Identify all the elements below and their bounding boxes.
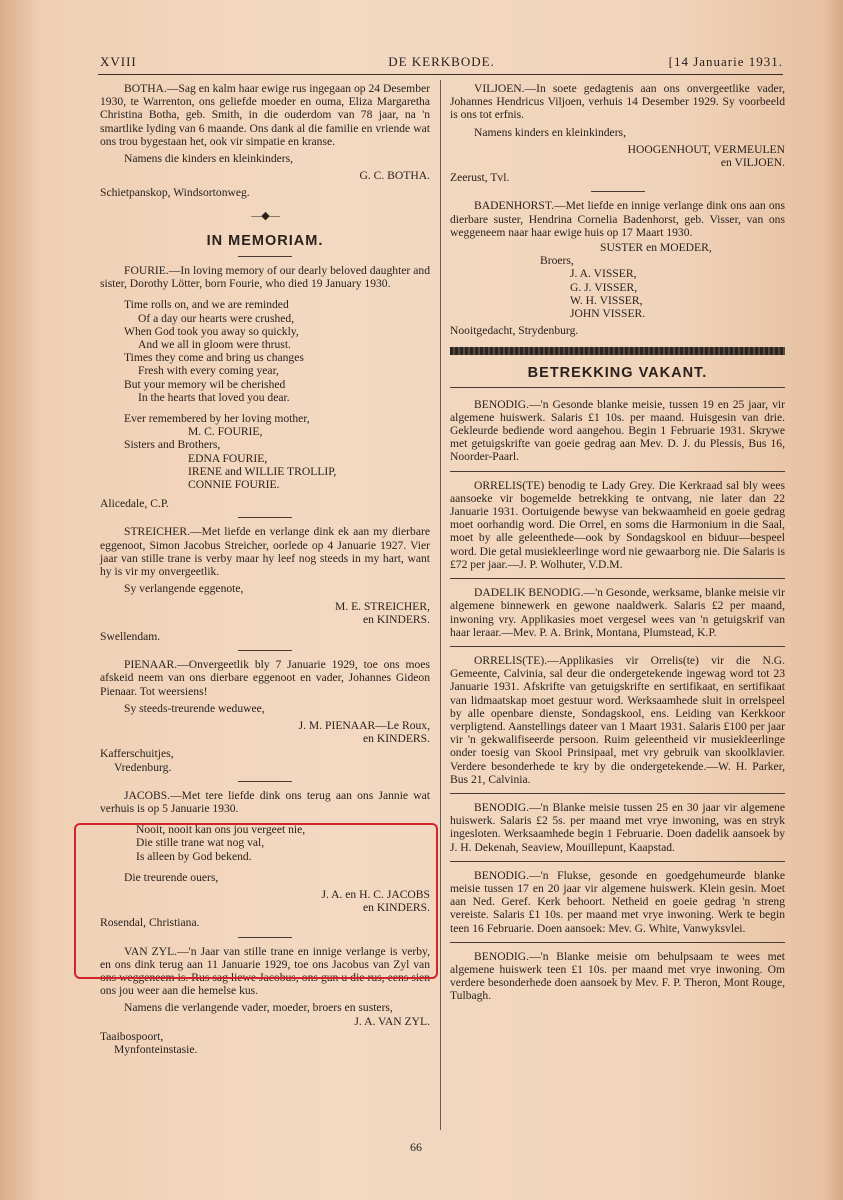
- notice-text: JACOBS.—Met tere liefde dink ons terug aan ons Jannie wat verhuis is op 5 Januarie 1930.: [100, 788, 430, 815]
- poem-line: Time rolls on, and we are reminded: [124, 298, 289, 312]
- notice-vanzyl: [100, 945, 430, 1057]
- brothers-list: [540, 254, 785, 320]
- notice-botha: [100, 82, 430, 200]
- notice-line: Sisters and Brothers,: [124, 438, 221, 452]
- notice-text: PIENAAR.—Onvergeetlik bly 7 Januarie 1929, toe ons moes afskeid neem van ons dierbare eggenoot en vader, Johannes Gideon Pienaar. Tot weersiens!: [100, 658, 430, 698]
- notice-place: Schietpanskop, Windsortonweg.: [100, 186, 250, 200]
- ad-text: ORRELIS(TE) benodig te Lady Grey. Die Kerkraad sal bly wees aansoeke vir bogemelde betrekking te ontvang, nie later dan 22 Januarie 1931. Oortuigende bewyse van bekwaamheid en goeie gedrag moet oorhandig word. Die Orrel, en soms die Harmonium in die Saal, moet by alle geleenthede—ook by Sondagskool en biduur—bespeel word. Die getal musiekleerlinge word nie gewaarborg nie. Die Salaris is £72 per jaar.—J. P. Wolhuter, V.D.M.: [450, 478, 785, 571]
- notice-signature: HOOGENHOUT, VERMEULEN: [627, 142, 785, 156]
- separator-rule: [450, 646, 785, 647]
- notice-line: Die treurende ouers,: [124, 870, 219, 884]
- ornament-divider: —◆—: [251, 209, 279, 222]
- notice-signature: en VILJOEN.: [720, 156, 785, 170]
- notice-place: Nooitgedacht, Strydenburg.: [450, 324, 579, 338]
- header-publication: DE KERKBODE.: [388, 54, 495, 69]
- ad-text: BENODIG.—'n Gesonde blanke meisie, tussen 19 en 25 jaar, vir algemene huiswerk. Salaris £1 10s. per maand. Huisgesin van drie. Gekleurde bediende word aangehou. Begin 1 Februarie 1931. Skrywe met getuigskrifte van goeie gedrag aan Mev. D. J. du Plessis, Bus 16, Noorder-Paarl.: [450, 397, 785, 464]
- notice-signature: J. A. en H. C. JACOBS: [321, 887, 430, 901]
- ad-text: BENODIG.—'n Flukse, gesonde en goedgehumeurde blanke meisie tussen 17 en 20 jaar vir algemene huiswerk. Klein gesin. Moet aan Ned. Geref. Kerk behoort. Netheid en goeie gedrag 'n streng vereiste. Salaris £1 10s. per maand met vrye inwoning. Werk te begin teen 16 Februarie. Doen aansoek: Mev. G. White, Vanwyksvlei.: [450, 868, 785, 935]
- poem: [136, 823, 430, 863]
- poem-line: Die stille trane wat nog val,: [136, 836, 265, 850]
- separator-rule: [591, 191, 645, 192]
- notice-place: Vredenburg.: [114, 760, 172, 774]
- notice-streicher: [100, 525, 430, 643]
- notice-place: Alicedale, C.P.: [100, 497, 169, 511]
- notice-place: Swellendam.: [100, 629, 161, 643]
- brother-name: W. H. VISSER,: [570, 293, 643, 307]
- ad-text: BENODIG.—'n Blanke meisie om behulpsaam te wees met algemene huiswerk teen £1 10s. per maand met vrye inwoning. Om verdere besonderhede doen aansoek by Mev. F. P. Theron, Mont Rouge, Tulbagh.: [450, 949, 785, 1003]
- section-bar: [450, 347, 785, 355]
- left-column: [100, 82, 430, 1060]
- notice-signature: CONNIE FOURIE.: [188, 478, 280, 492]
- header-page-roman: XVIII: [100, 54, 137, 69]
- notice-text: BOTHA.—Sag en kalm haar ewige rus ingegaan op 24 Desember 1930, te Warrenton, ons geliefde moeder en ouma, Eliza Margaretha Christina Botha, geb. Smith, in die ouderdom van 78 jaar, na 'n smartlike lyding van 6 maande. Ons dank al die familie en vriende wat ons trou bygestaan het, ook vir simpatie en kranse.: [100, 82, 430, 148]
- notice-text: FOURIE.—In loving memory of our dearly beloved daughter and sister, Dorothy Lötter, born Fourie, who died 19 January 1930.: [100, 264, 430, 291]
- page-edge-stain: [825, 0, 843, 1200]
- separator-rule: [238, 517, 292, 518]
- brother-name: JOHN VISSER.: [570, 307, 646, 321]
- poem-line: In the hearts that loved you dear.: [138, 390, 290, 404]
- ad-text: ORRELIS(TE).—Applikasies vir Orrelis(te) vir die N.G. Gemeente, Calvinia, sal deur die ondergetekende ingewag word tot 23 Januarie 1931. Afskrifte van getuigskrifte en sertifikaat, en sertifikaat van lidmaatskap moet gestuur word. Werksaamhede sluit in orrelspeel by alle openbare dienste, Sondagskool, ens. Leiding van Kerkkoor verpligtend. Aanstellings dateer van 1 Maart 1931. Salaris £100 per jaar vir 'n gekwalifiseerde persoon. Ruim geleentheid vir musiekleerlinge onder toesig van Skool Prinsipaal, met vry gebruik van skoolklavier. Verdere besonderhede te kry by die ondergetekende.—W. H. Parker, Bus 21, Calvinia.: [450, 653, 785, 786]
- column-divider: [440, 80, 441, 1130]
- notice-signature: J. A. VAN ZYL.: [354, 1014, 430, 1028]
- notice-line: Broers,: [540, 254, 574, 268]
- notice-place: Rosendal, Christiana.: [100, 916, 200, 930]
- poem-line: Of a day our hearts were crushed,: [138, 311, 295, 325]
- notice-badenhorst: [450, 199, 785, 337]
- notice-line: Sy steeds-treurende weduwee,: [124, 701, 265, 715]
- notice-place: Mynfonteinstasie.: [114, 1042, 198, 1056]
- ad: [450, 801, 785, 854]
- poem-line: But your memory wil be cherished: [124, 377, 286, 391]
- notice-place: Kafferschuitjes,: [100, 747, 174, 761]
- page-number: 66: [410, 1140, 422, 1154]
- notice-signature: J. M. PIENAAR—Le Roux,: [298, 718, 430, 732]
- ad-text: BENODIG.—'n Blanke meisie tussen 25 en 30 jaar vir algemene huiswerk. Salaris £2 5s. per maand met vrye inwoning, was en stryk ingesloten. Werksaamhede begin 1 Februarie. Doen dadelik aansoek by J. H. Dekenah, Seaview, Mouillepunt, Kaapstad.: [450, 800, 785, 854]
- notice-pienaar: [100, 658, 430, 774]
- notice-signature: en KINDERS.: [363, 901, 430, 915]
- notice-text: BADENHORST.—Met liefde en innige verlange dink ons aan ons dierbare suster, Hendrina Cornelia Badenhorst, geb. Visser, van ons weggeneem naar haar ewige huis op 17 Maart 1930.: [450, 199, 785, 239]
- separator-rule: [450, 578, 785, 579]
- notice-signature: SUSTER en MOEDER,: [600, 241, 712, 255]
- notice-text: VAN ZYL.—'n Jaar van stille trane en innige verlange is verby, en ons dink terug aan 11 Januarie 1929, toe ons Jacobus van Zyl van ons weggeneem is. Rus sag liewe Jacobus, ons gun u die rus, eens sien ons jou weer aan die hemelse kus.: [100, 944, 430, 998]
- heading-rule: [238, 256, 292, 257]
- separator-rule: [238, 781, 292, 782]
- notice-place: Zeerust, Tvl.: [450, 171, 510, 185]
- poem-line: When God took you away so quickly,: [124, 324, 299, 338]
- notice-fourie: [100, 264, 430, 510]
- in-memoriam-heading: IN MEMORIAM.: [206, 232, 324, 249]
- ad: [450, 398, 785, 464]
- ad: [450, 869, 785, 935]
- notice-signature: G. C. BOTHA.: [359, 169, 430, 183]
- poem-line: Is alleen by God bekend.: [136, 849, 252, 863]
- notice-signature: M. E. STREICHER,: [334, 599, 430, 613]
- poem-line: And we all in gloom were thrust.: [138, 338, 291, 352]
- separator-rule: [238, 937, 292, 938]
- notice-jacobs: [100, 789, 430, 930]
- poem-line: Fresh with every coming year,: [138, 364, 279, 378]
- separator-rule: [450, 471, 785, 472]
- separator-rule: [238, 650, 292, 651]
- separator-rule: [450, 942, 785, 943]
- notice-text: STREICHER.—Met liefde en verlange dink ek aan my dierbare eggenoot, Simon Jacobus Streicher, oorlede op 4 Januarie 1927. Vier jaar van stille trane is verby maar hy leef nog steeds in my hart, want hy is vir my onvergeetlik.: [100, 525, 430, 579]
- vakant-heading: BETREKKING VAKANT.: [450, 367, 785, 387]
- notice-line: Ever remembered by her loving mother,: [124, 412, 310, 426]
- page-header: [100, 54, 783, 74]
- notice-line: Namens die verlangende vader, moeder, broers en susters,: [124, 1001, 393, 1015]
- notice-text: VILJOEN.—In soete gedagtenis aan ons onvergeetlike vader, Johannes Hendricus Viljoen, verhuis 14 Desember 1929. Sy voorbeeld is ons tot erfnis.: [450, 82, 785, 122]
- separator-rule: [450, 793, 785, 794]
- ad: [450, 479, 785, 571]
- header-date: [14 Januarie 1931.: [668, 54, 783, 69]
- brother-name: G. J. VISSER,: [570, 280, 638, 294]
- notice-signature: IRENE and WILLIE TROLLIP,: [188, 464, 337, 478]
- notice-line: Namens die kinders en kleinkinders,: [124, 152, 294, 166]
- notice-signature: M. C. FOURIE,: [188, 425, 263, 439]
- poem-line: Times they come and bring us changes: [124, 351, 304, 365]
- notice-signature: EDNA FOURIE,: [188, 451, 268, 465]
- ad: [450, 950, 785, 1003]
- poem: [124, 298, 430, 404]
- notice-place: Taaibospoort,: [100, 1029, 164, 1043]
- separator-rule: [450, 861, 785, 862]
- ad: [450, 586, 785, 639]
- notice-line: Sy verlangende eggenote,: [124, 582, 244, 596]
- right-column: [450, 82, 785, 1007]
- ad-text: DADELIK BENODIG.—'n Gesonde, werksame, blanke meisie vir algemene binnewerk en gewone naaldwerk. Salaris £2 per maand, inwoning vry. Applikasies moet vergesel wees van 'n getuigskrif van haar leraar.—Mev. P. A. Brink, Montana, Plumstead, K.P.: [450, 586, 785, 639]
- notice-signature: en KINDERS.: [363, 612, 430, 626]
- notice-viljoen: [450, 82, 785, 184]
- header-rule: [98, 74, 783, 75]
- notice-signature: en KINDERS.: [363, 732, 430, 746]
- ad: [450, 654, 785, 786]
- brother-name: J. A. VISSER,: [570, 267, 637, 281]
- notice-line: Namens kinders en kleinkinders,: [474, 125, 626, 139]
- poem-line: Nooit, nooit kan ons jou vergeet nie,: [136, 823, 306, 837]
